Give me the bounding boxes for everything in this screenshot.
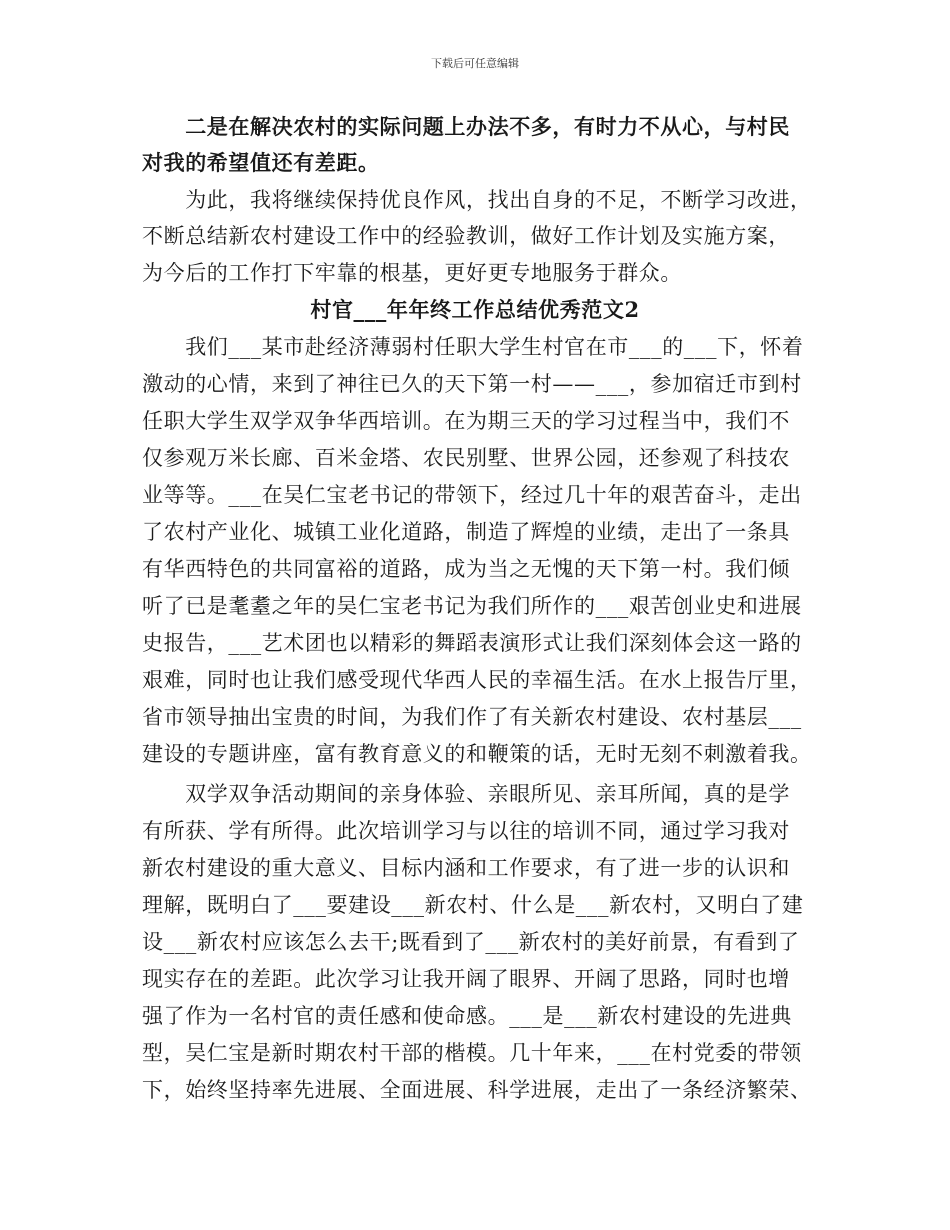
header-note: 下载后可任意编辑 xyxy=(431,57,519,70)
paragraph-line: 不断总结新农村建设工作中的经验教训，做好工作计划及实施方案， xyxy=(142,224,790,248)
paragraph-line: 为此，我将继续保持优良作风，找出自身的不足，不断学习改进， xyxy=(142,188,812,212)
paragraph-line: 对我的希望值还有差距。 xyxy=(142,150,380,175)
paragraph-line: 下，始终坚持率先进展、全面进展、科学进展，走出了一条经济繁荣、 xyxy=(142,1078,812,1102)
paragraph-line: 业等等。___在吴仁宝老书记的带领下，经过几十年的艰苦奋斗，走出 xyxy=(142,483,802,507)
paragraph-line: 强了作为一名村官的责任感和使命感。___是___新农村建设的先进典 xyxy=(142,1004,792,1028)
paragraph-line: 建设的专题讲座，富有教育意义的和鞭策的话，无时无刻不刺激着我。 xyxy=(142,742,812,766)
paragraph-line: 激动的心情，来到了神往已久的天下第一村——___，参加宿迁市到村 xyxy=(142,372,802,396)
paragraph-line: 理解，既明白了___要建设___新农村、什么是___新农村，又明白了建 xyxy=(142,893,804,917)
paragraph-line: 设___新农村应该怎么去干;既看到了___新农村的美好前景，有看到了 xyxy=(142,930,800,954)
paragraph-line: 了农村产业化、城镇工业化道路，制造了辉煌的业绩，走出了一条具 xyxy=(142,520,790,544)
paragraph-line: 艰难，同时也让我们感受现代华西人民的幸福生活。在水上报告厅里， xyxy=(142,668,812,692)
paragraph-line: 新农村建设的重大意义、目标内涵和工作要求，有了进一步的认识和 xyxy=(142,856,790,880)
paragraph-line: 听了已是耄耋之年的吴仁宝老书记为我们所作的___艰苦创业史和进展 xyxy=(142,594,802,618)
paragraph-line: 史报告，___艺术团也以精彩的舞蹈表演形式让我们深刻体会这一路的 xyxy=(142,631,802,655)
paragraph-line: 为今后的工作打下牢靠的根基，更好更专地服务于群众。 xyxy=(142,261,682,285)
paragraph-line: 双学双争活动期间的亲身体验、亲眼所见、亲耳所闻，真的是学 xyxy=(142,782,790,806)
section-heading: 村官___年年终工作总结优秀范文2 xyxy=(310,297,640,322)
paragraph-line: 省市领导抽出宝贵的时间，为我们作了有关新农村建设、农村基层___ xyxy=(142,705,802,729)
paragraph-line: 有所获、学有所得。此次培训学习与以往的培训不同，通过学习我对 xyxy=(142,819,790,843)
paragraph-line: 仅参观万米长廊、百米金塔、农民别墅、世界公园，还参观了科技农 xyxy=(142,446,790,470)
paragraph-line: 二是在解决农村的实际问题上办法不多，有时力不从心，与村民 xyxy=(142,114,790,139)
paragraph-line: 我们___某市赴经济薄弱村任职大学生村官在市___的___下，怀着 xyxy=(142,335,804,359)
paragraph-line: 任职大学生双学双争华西培训。在为期三天的学习过程当中，我们不 xyxy=(142,409,790,433)
paragraph-line: 有华西特色的共同富裕的道路，成为当之无愧的天下第一村。我们倾 xyxy=(142,557,790,581)
paragraph-line: 现实存在的差距。此次学习让我开阔了眼界、开阔了思路，同时也增 xyxy=(142,967,790,991)
paragraph-line: 型，吴仁宝是新时期农村干部的楷模。几十年来，___在村党委的带领 xyxy=(142,1041,802,1065)
